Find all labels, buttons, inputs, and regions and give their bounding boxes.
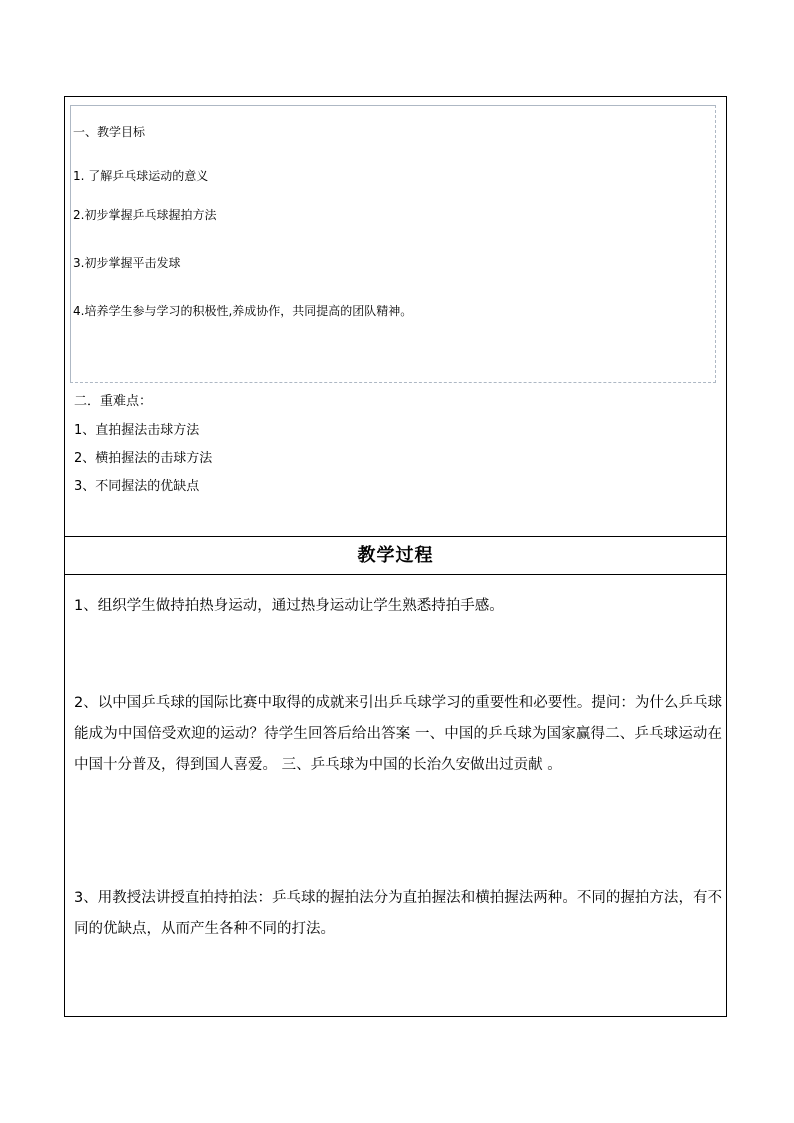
- process-paragraph-3: 3、用教授法讲授直拍持拍法：乒乓球的握拍法分为直拍握法和横拍握法两种。不同的握拍方法，有不同的优缺点，从而产生各种不同的打法。: [74, 890, 722, 937]
- key-point-item-1: 1、直拍握法击球方法: [74, 423, 200, 438]
- process-header-cell: [65, 537, 726, 575]
- objective-item-2: 2.初步掌握乒乓球握拍方法: [73, 208, 217, 222]
- objectives-heading: 一、教学目标: [73, 125, 146, 139]
- lesson-plan-table: [64, 96, 727, 1017]
- objective-item-4: 4.培养学生参与学习的积极性,养成协作，共同提高的团队精神。: [73, 304, 413, 318]
- objectives-cell: [65, 97, 726, 537]
- key-point-item-2: 2、横拍握法的击球方法: [74, 451, 213, 466]
- key-points-heading: 二．重难点：: [74, 394, 153, 409]
- key-point-item-3: 3、不同握法的优缺点: [74, 479, 200, 494]
- objective-item-1: 1. 了解乒乓球运动的意义: [73, 169, 209, 183]
- objective-item-3: 3.初步掌握平击发球: [73, 256, 181, 270]
- process-paragraph-1: 1、组织学生做持拍热身运动，通过热身运动让学生熟悉持拍手感。: [74, 598, 504, 614]
- process-paragraph-2: 2、以中国乒乓球的国际比赛中取得的成就来引出乒乓球学习的重要性和必要性。提问：为什么乒乓球能成为中国倍受欢迎的运动？待学生回答后给出答案 一、中国的乒乓球为国家赢得二、乒乓球运动在中国十分普及，得到国人喜爱。 三、乒乓球为中国的长治久安做出过贡献 。: [74, 695, 722, 773]
- objectives-textbox: [70, 105, 716, 383]
- section-title: 教学过程: [357, 545, 434, 566]
- process-body-cell: [65, 575, 726, 1016]
